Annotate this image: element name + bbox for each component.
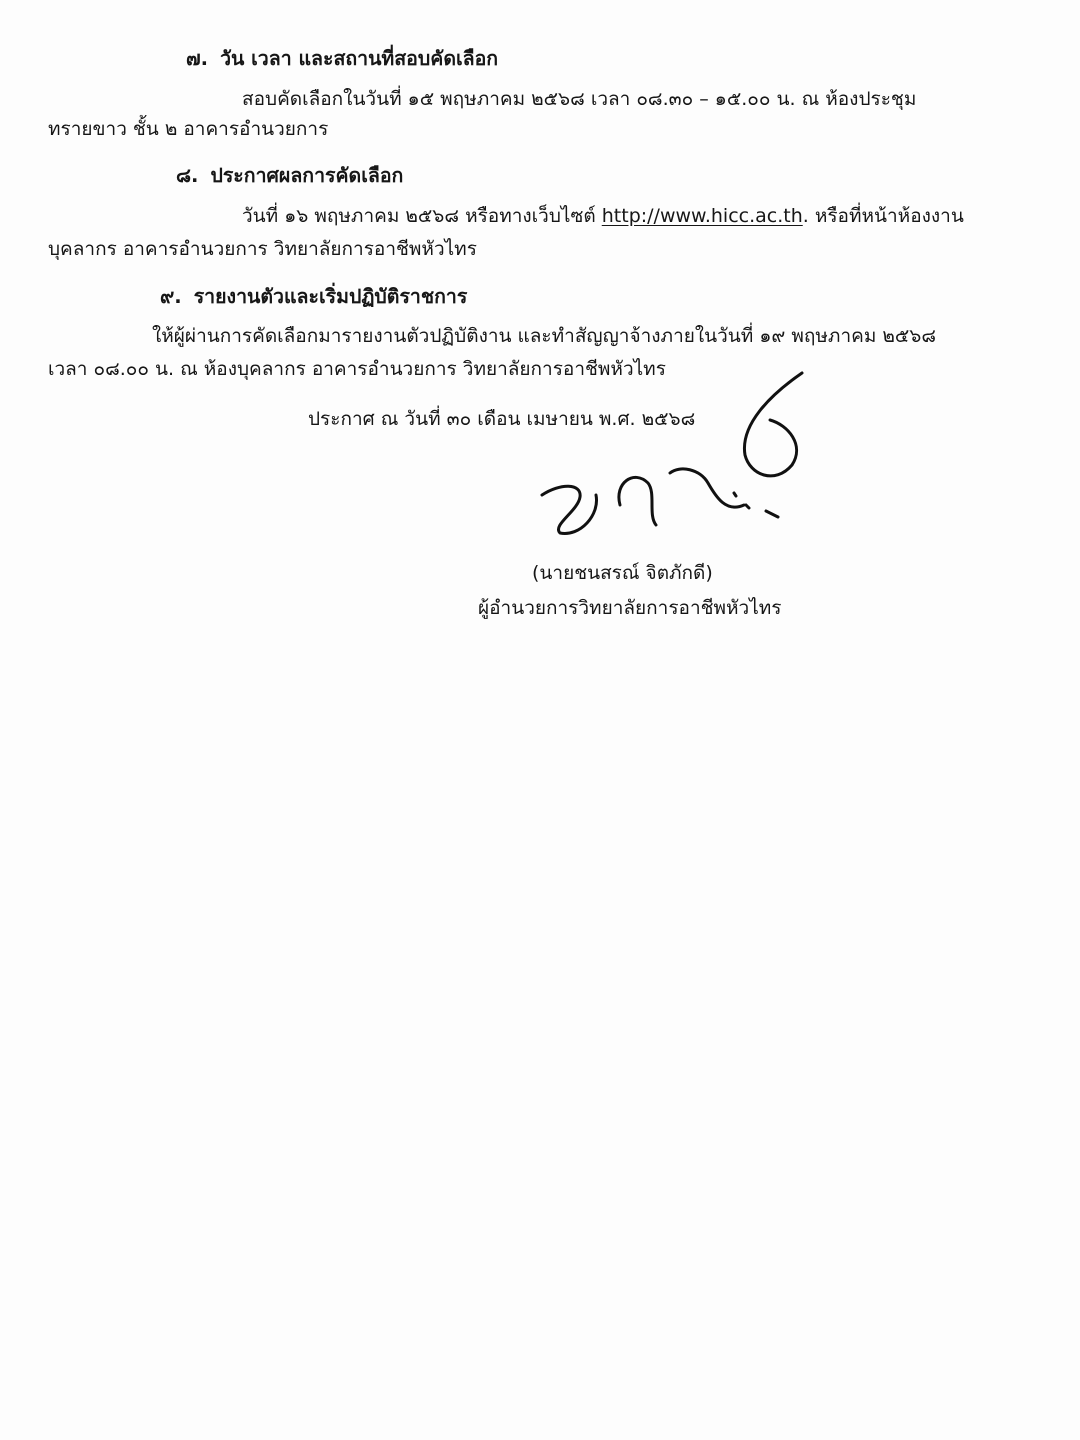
section-7-line-2: ทรายขาว ชั้น ๒ อาคารอำนวยการ <box>48 118 329 140</box>
section-9-heading <box>160 284 467 310</box>
section-9-line-2: เวลา ๐๘.๐๐ น. ณ ห้องบุคลากร อาคารอำนวยการ วิทยาลัยการอาชีพหัวไทร <box>48 358 666 380</box>
announcement-date: ประกาศ ณ วันที่ ๓๐ เดือน เมษายน พ.ศ. ๒๕๖๘ <box>308 408 696 430</box>
section-8-heading <box>176 163 403 189</box>
section-8-line-1-tail: . หรือที่หน้าห้องงาน <box>802 205 964 227</box>
section-7-title: วัน เวลา และสถานที่สอบคัดเลือก <box>220 47 499 70</box>
signatory-position: ผู้อำนวยการวิทยาลัยการอาชีพหัวไทร <box>478 597 782 619</box>
section-8-line-1-text: วันที่ ๑๖ พฤษภาคม ๒๕๖๘ หรือทางเว็บไซต์ <box>242 205 596 227</box>
section-8-line-2: บุคลากร อาคารอำนวยการ วิทยาลัยการอาชีพหัวไทร <box>48 238 477 260</box>
section-8-title: ประกาศผลการคัดเลือก <box>210 164 404 187</box>
section-7-heading <box>186 46 498 72</box>
section-9-title: รายงานตัวและเริ่มปฏิบัติราชการ <box>193 285 468 308</box>
section-7-number: ๗. <box>186 47 209 70</box>
signatory-name: (นายชนสรณ์ จิตภักดี) <box>532 562 713 584</box>
section-9-line-1: ให้ผู้ผ่านการคัดเลือกมารายงานตัวปฏิบัติงาน และทำสัญญาจ้างภายในวันที่ ๑๙ พฤษภาคม ๒๕๖๘ <box>152 325 937 347</box>
section-8-line-1 <box>242 203 964 229</box>
section-9-number: ๙. <box>160 285 182 308</box>
section-8-number: ๘. <box>176 164 199 187</box>
website-link[interactable]: http://www.hicc.ac.th <box>601 205 803 227</box>
signature-image <box>530 365 810 535</box>
section-7-line-1: สอบคัดเลือกในวันที่ ๑๕ พฤษภาคม ๒๕๖๘ เวลา ๐๘.๓๐ – ๑๕.๐๐ น. ณ ห้องประชุม <box>242 88 917 110</box>
